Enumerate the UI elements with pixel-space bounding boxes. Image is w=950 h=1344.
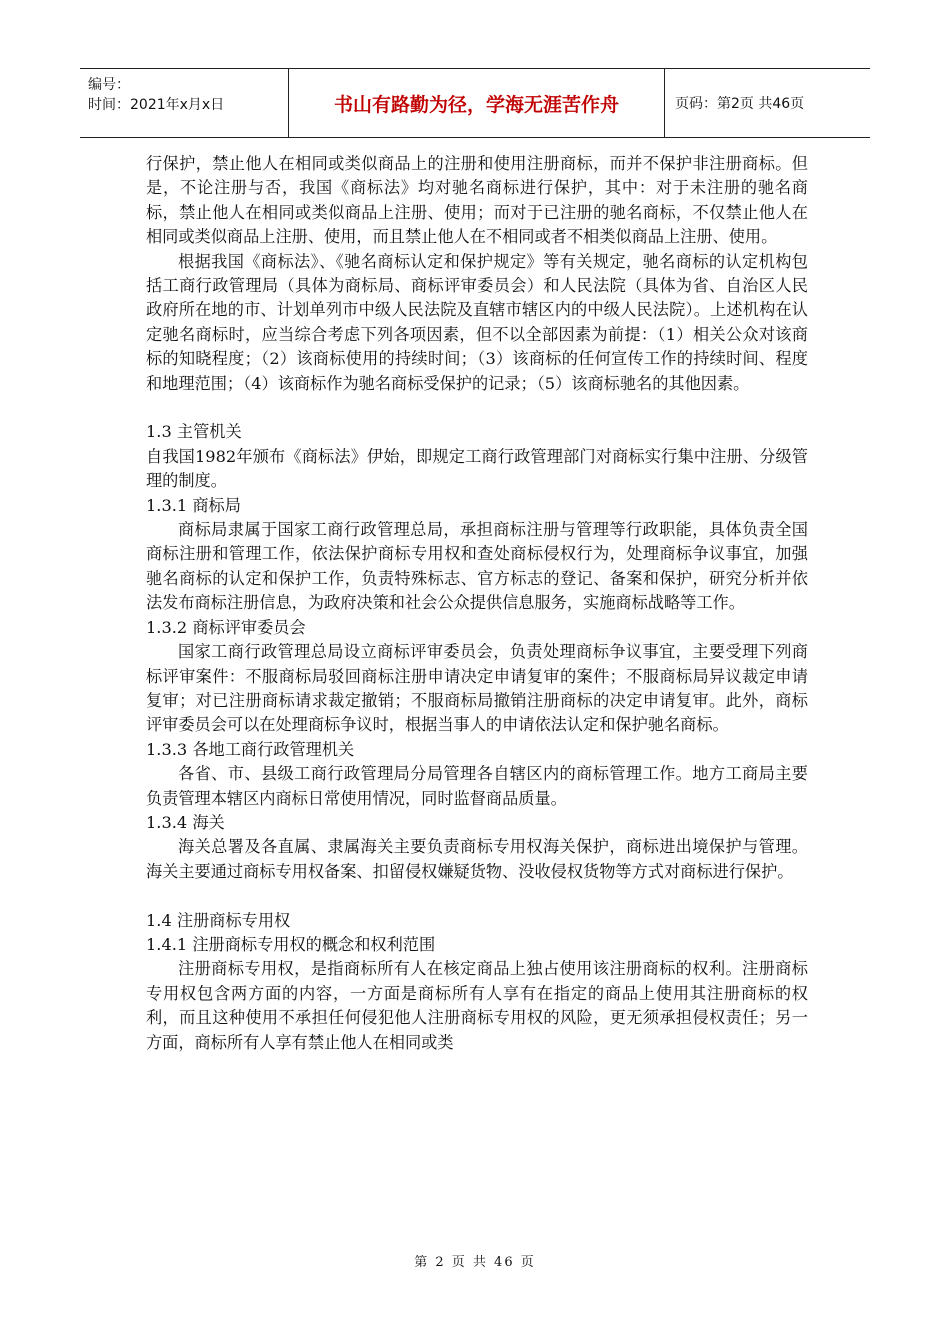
paragraph: 行保护，禁止他人在相同或类似商品上的注册和使用注册商标，而并不保护非注册商标。但是，不论注册与否，我国《商标法》均对驰名商标进行保护，其中：对于未注册的驰名商标，禁止他人在相同或类似商品上注册、使用；而对于已注册的驰名商标，不仅禁止他人在相同或类似商品上注册、使用，而且禁止他人在不相同或者不相类似商品上注册、使用。 — [146, 154, 808, 247]
paragraph: 商标局隶属于国家工商行政管理总局，承担商标注册与管理等行政职能，具体负责全国商标注册和管理工作，依法保护商标专用权和查处商标侵权行为，处理商标争议事宜，加强驰名商标的认定和保护工作，负责特殊标志、官方标志的登记、备案和保护，研究分析并依法发布商标注册信息，为政府决策和社会公众提供信息服务，实施商标战略等工作。 — [146, 520, 808, 613]
page-footer — [0, 1251, 950, 1270]
paragraph: 注册商标专用权，是指商标所有人在核定商品上独占使用该注册商标的权利。注册商标专用权包含两方面的内容，一方面是商标所有人享有在指定的商品上使用其注册商标的权利，而且这种使用不承担任何侵犯他人注册商标专用权的风险，更无须承担侵权责任；另一方面，商标所有人享有禁止他人在相同或类 — [146, 959, 808, 1052]
paragraph: 国家工商行政管理总局设立商标评审委员会，负责处理商标争议事宜，主要受理下列商标评审案件：不服商标局驳回商标注册申请决定申请复审的案件；不服商标局异议裁定申请复审；对已注册商标请求裁定撤销；不服商标局撤销注册商标的决定申请复审。此外，商标评审委员会可以在处理商标争议时，根据当事人的申请依法认定和保护驰名商标。 — [146, 642, 808, 735]
paragraph: 各省、市、县级工商行政管理局分局管理各自辖区内的商标管理工作。地方工商局主要负责管理本辖区内商标日常使用情况，同时监督商品质量。 — [146, 764, 808, 808]
page-header — [80, 68, 870, 138]
section-heading: 1.4.1 注册商标专用权的概念和权利范围 — [146, 934, 436, 954]
document-number-label: 编号： — [88, 77, 130, 93]
paragraph: 根据我国《商标法》、《驰名商标认定和保护规定》等有关规定，驰名商标的认定机构包括工商行政管理局（具体为商标局、商标评审委员会）和人民法院（具体为省、自治区人民政府所在地的市、计划单列市中级人民法院及直辖市辖区内的中级人民法院）。上述机构在认定驰名商标时，应当综合考虑下列各项因素，但不以全部因素为前提：（1）相关公众对该商标的知晓程度；（2）该商标使用的持续时间；（3）该商标的任何宣传工作的持续时间、程度和地理范围；（4）该商标作为驰名商标受保护的记录；（5）该商标驰名的其他因素。 — [146, 251, 808, 393]
section-heading: 1.3.3 各地工商行政管理机关 — [146, 739, 355, 759]
motto-text: 书山有路勤为径，学海无涯苦作舟 — [333, 93, 619, 116]
section-heading: 1.3.1 商标局 — [146, 495, 241, 515]
spacer — [146, 884, 808, 908]
document-body — [146, 152, 808, 1055]
header-meta — [80, 69, 289, 137]
section-heading: 1.4 注册商标专用权 — [146, 910, 291, 930]
document-date: 时间：2021年x月x日 — [88, 97, 225, 113]
paragraph: 海关总署及各直属、隶属海关主要负责商标专用权海关保护，商标进出境保护与管理。海关主要通过商标专用权备案、扣留侵权嫌疑货物、没收侵权货物等方式对商标进行保护。 — [146, 837, 808, 881]
section-heading: 1.3.2 商标评审委员会 — [146, 617, 306, 637]
section-heading: 1.3 主管机关 — [146, 422, 242, 442]
footer-page-number: 第 2 页 共 46 页 — [414, 1255, 536, 1270]
spacer — [146, 396, 808, 420]
page-info-text: 页码：第2页 共46页 — [675, 96, 805, 112]
paragraph: 自我国1982年颁布《商标法》伊始，即规定工商行政管理部门对商标实行集中注册、分级管理的制度。 — [146, 446, 808, 491]
header-motto — [289, 69, 665, 137]
header-page-info — [665, 69, 870, 137]
section-heading: 1.3.4 海关 — [146, 812, 225, 832]
